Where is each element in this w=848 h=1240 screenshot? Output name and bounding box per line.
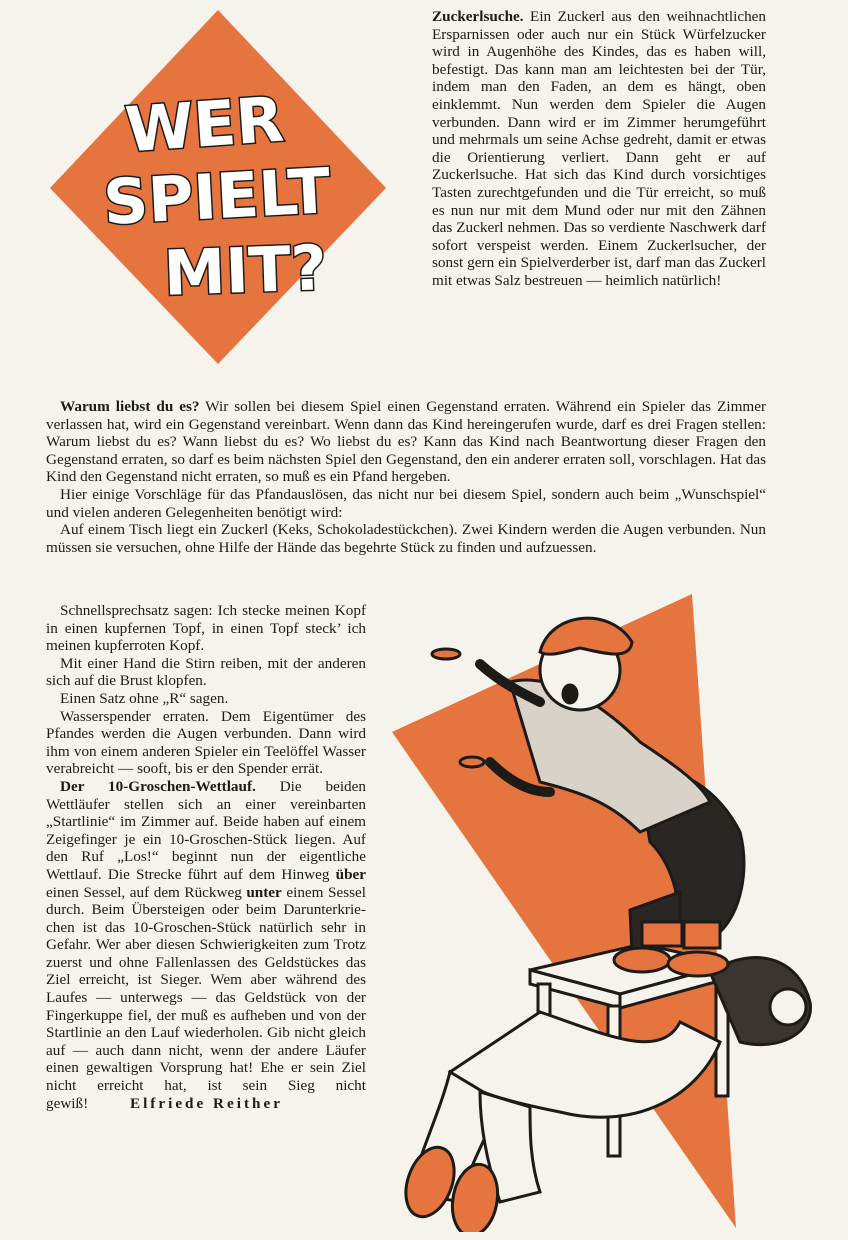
pfand-item-2: Schnellsprechsatz sagen: Ich stecke meinen Kopf in einen kupfernen Topf, in einen Topf steck’ ich meinen kupferroten Kopf.	[46, 602, 366, 655]
logo-line-2: SPIELT	[101, 154, 333, 239]
warum-text: Wir sollen bei diesem Spiel einen Gegenstand erraten. Während ein Spieler das Zimmer verlassen hat, wird ein Gegenstand vereinbart. Wenn dann das Kind hereingerufen wurde, darf es drei Fragen stellen: Warum liebst du es? Wann liebst du es? Wo liebst du es? Kann das Kind nach Beantwortung dieser Fragen den Gegenstand erraten, so darf es beim nächsten Spiel den Gegenstand, den ein anderer erraten soll, vorschlagen. Hat das Kind den Gegenstand nicht erraten, so muß es ein Pfand hergeben.	[46, 398, 766, 486]
pfand-item-4: Einen Satz ohne „R“ sagen.	[60, 689, 229, 707]
wettlauf-bold-1: über	[335, 865, 366, 883]
wettlauf-heading: Der 10-Groschen-Wettlauf.	[60, 777, 256, 795]
pfand-item-1: Auf einem Tisch liegt ein Zuckerl (Keks, Schokoladestückchen). Zwei Kindern werden die Augen verbunden. Nun müssen sie versuchen, ohne Hilfe der Hände das begehrte Stück zu finden und aufzuessen.	[46, 521, 766, 556]
left-column	[46, 602, 366, 1112]
pfand-intro: Hier einige Vorschläge für das Pfandauslösen, das nicht nur bei diesem Spiel, sondern auch beim „Wunschspiel“ und vielen anderen Gelegenheiten benötigt wird:	[46, 485, 766, 521]
logo-line-3: MIT?	[162, 231, 328, 310]
pfand-item-5: Wasserspender erraten. Dem Eigentümer des Pfandes werden die Augen verbunden. Dann wird ihm von einem anderen Spieler ein Teelöffel Wasser verabreicht — sooft, bis er den Spender errät.	[46, 707, 366, 778]
zuckerlsuche-section	[432, 8, 766, 290]
wettlauf-bold-2: unter	[246, 883, 282, 901]
wettlauf-text-1: Die beiden Wettläufer stellen sich an einer vereinbarten „Startlinie“ im Zimmer auf. Beide haben auf einem Zeigefinger je ein 10-Groschen-Stück liegen. Auf den Ruf „Los!“ beginnt nun der eigentliche Wettlauf. Die Strecke führt auf dem Hinweg	[46, 777, 366, 883]
wettlauf-text-2: einen Sessel, auf dem Rückweg	[46, 883, 247, 901]
illustration-children-playing	[380, 592, 840, 1232]
zuckerlsuche-heading: Zuckerlsuche.	[432, 8, 524, 25]
wettlauf-text-3: einem Sessel durch. Beim Übersteigen oder beim Darunterkriechen ist das 10-Groschen-Stück natürlich sehr in Gefahr. Wer aber diesen Schwierigkeiten zum Trotz zuerst und ohne Fallenlassen des Geldstückes das Ziel erreicht, ist Sieger. Wem aber während des Laufes — unterwegs — das Geldstück von der Fingerkuppe fiel, der muß es aufheben und von der Startlinie an den Lauf wiederholen. Gib nicht gleich auf — auch dann nicht, wenn der andere Läufer einen gewaltigen Vorsprung hat! Ehe er sein Ziel nicht erreicht hat, ist sein Sieg nicht gewiß!	[46, 883, 366, 1112]
wettlauf-paragraph	[46, 778, 366, 1112]
author-signature: Elfriede Reither	[129, 1094, 283, 1112]
warum-section	[46, 398, 766, 556]
title-logo	[46, 6, 390, 366]
pfand-item-3: Mit einer Hand die Stirn reiben, mit der anderen sich auf die Brust klopfen.	[46, 654, 366, 690]
warum-heading: Warum liebst du es?	[60, 398, 200, 415]
logo-line-1: WER	[122, 82, 287, 167]
zuckerlsuche-text: Ein Zuckerl aus den weihnachtlichen Ersparnissen oder auch nur ein Stück Würfelzucker wird in Augenhöhe des Kindes, das es haben will, befestigt. Das kann man am leichtesten bei der Tür, indem man den Faden, an dem es hängt, oben einklemmt. Nun werden dem Spieler die Augen verbunden. Dann wird er im Zimmer herumgeführt und mehrmals um seine Achse gedreht, damit er etwas die Orientierung verliert. Dann geht er auf Zuckerlsuche. Hat sich das Kind durch vorsichtiges Tasten zurechtgefunden und die Tür erreicht, so muß es nun nur mit dem Mund oder nur mit den Zähnen das Zuckerl nehmen. Das so verdiente Naschwerk darf sofort verspeist werden. Einem Zuckerlsucher, der sonst gern ein Spielverderber ist, darf man das Zuckerl mit etwas Salz bestreuen — heimlich natürlich!	[432, 8, 766, 289]
